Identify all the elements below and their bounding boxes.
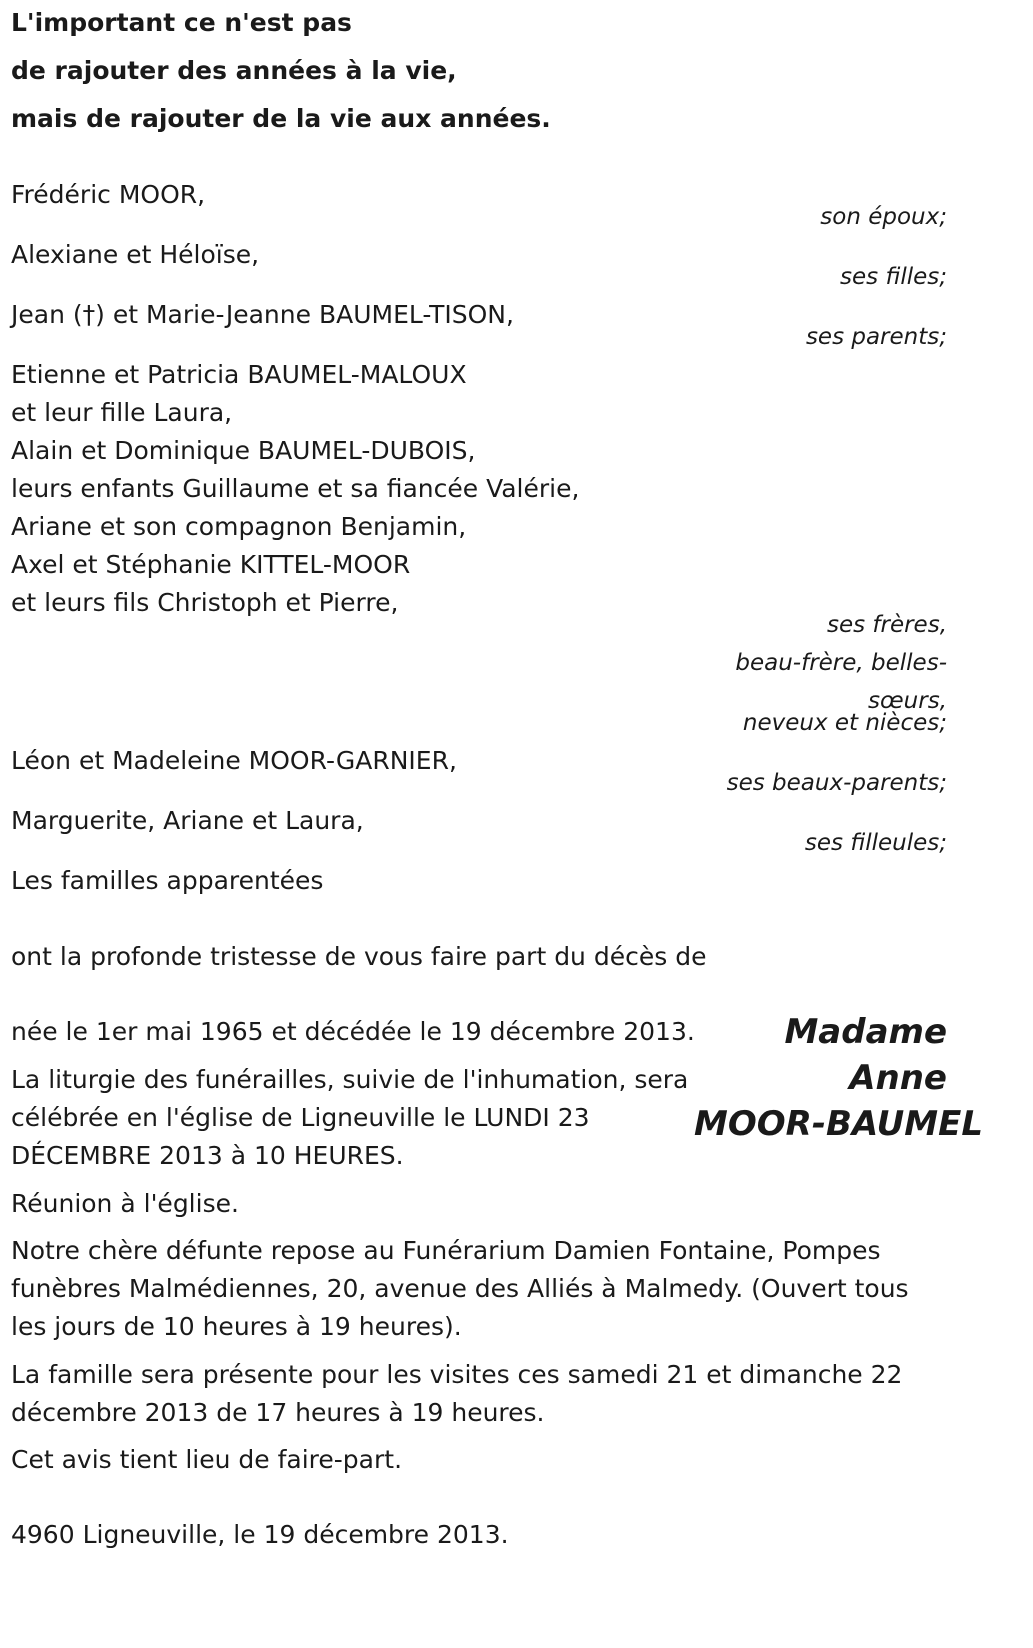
repose-line: Notre chère défunte repose au Funérarium Damien Fontaine, Pompes [11,1236,881,1265]
place-date-footer: 4960 Ligneuville, le 19 décembre 2013. [11,1520,509,1549]
repose-line: funèbres Malmédiennes, 20, avenue des Alliés à Malmedy. (Ouvert tous [11,1274,909,1303]
liturgy-line: DÉCEMBRE 2013 à 10 HEURES. [11,1141,404,1170]
birth-death-dates: née le 1er mai 1965 et décédée le 19 décembre 2013. [11,1017,695,1046]
role-parents: ses parents; [805,324,947,350]
family-parents: Jean (†) et Marie-Jeanne BAUMEL-TISON, [11,300,514,329]
family-apparentees: Les familles apparentées [11,866,324,895]
family-epoux: Frédéric MOOR, [11,180,206,209]
deceased-firstname: Anne [849,1058,947,1098]
role-epoux: son époux; [820,204,947,230]
role-siblings: sœurs, [868,688,947,714]
liturgy-line: La liturgie des funérailles, suivie de l'inhumation, sera [11,1065,689,1094]
role-beaux-parents: ses beaux-parents; [726,770,947,796]
sibling-line: Axel et Stéphanie KITTEL-MOOR [11,550,411,579]
role-siblings: ses frères, [826,612,947,638]
sibling-line: et leur fille Laura, [11,398,233,427]
role-siblings: neveux et nièces; [742,710,947,736]
sibling-line: et leurs fils Christoph et Pierre, [11,588,399,617]
reunion-text: Réunion à l'église. [11,1189,239,1218]
family-beaux-parents: Léon et Madeleine MOOR-GARNIER, [11,746,457,775]
family-filles: Alexiane et Héloïse, [11,240,260,269]
announcement-text: ont la profonde tristesse de vous faire part du décès de [11,942,707,971]
sibling-line: leurs enfants Guillaume et sa fiancée Valérie, [11,474,580,503]
deceased-lastname: MOOR-BAUMEL [694,1104,983,1144]
deceased-title: Madame [784,1012,947,1052]
visites-line: décembre 2013 de 17 heures à 19 heures. [11,1398,545,1427]
family-filleules: Marguerite, Ariane et Laura, [11,806,364,835]
sibling-line: Alain et Dominique BAUMEL-DUBOIS, [11,436,476,465]
quote-line-3: mais de rajouter de la vie aux années. [11,104,551,133]
role-siblings: beau-frère, belles- [735,650,947,676]
sibling-line: Etienne et Patricia BAUMEL-MALOUX [11,360,467,389]
liturgy-line: célébrée en l'église de Ligneuville le LUNDI 23 [11,1103,590,1132]
role-filles: ses filles; [840,264,947,290]
quote-line-1: L'important ce n'est pas [11,8,352,37]
faire-part-notice: Cet avis tient lieu de faire-part. [11,1445,403,1474]
visites-line: La famille sera présente pour les visites ces samedi 21 et dimanche 22 [11,1360,903,1389]
repose-line: les jours de 10 heures à 19 heures). [11,1312,462,1341]
role-filleules: ses filleules; [804,830,947,856]
quote-line-2: de rajouter des années à la vie, [11,56,457,85]
sibling-line: Ariane et son compagnon Benjamin, [11,512,467,541]
